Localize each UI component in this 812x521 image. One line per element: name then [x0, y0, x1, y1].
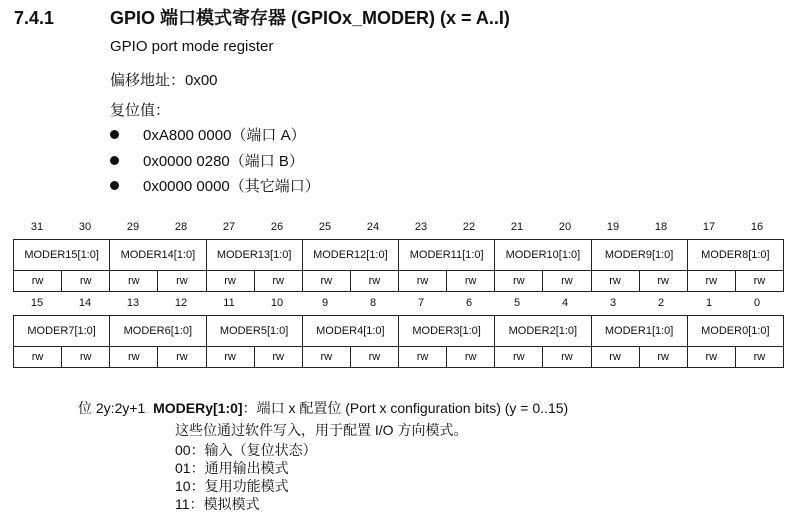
section-title: GPIO 端口模式寄存器 (GPIOx_MODER) (x = A..I): [110, 8, 510, 28]
access-cell: rw: [254, 347, 302, 368]
access-cell: rw: [399, 347, 447, 368]
section-heading: [14, 4, 510, 30]
field-cell: MODER9[1:0]: [591, 240, 687, 271]
bit-number: 23: [414, 221, 428, 233]
reset-value-text: 0xA800 0000（端口 A）: [143, 127, 306, 144]
bit-number: 13: [126, 297, 140, 309]
bit-number: 0: [753, 297, 761, 309]
bullet-icon: [110, 156, 119, 165]
bit-number: 16: [750, 221, 764, 233]
access-row: [14, 347, 784, 368]
access-cell: rw: [735, 347, 783, 368]
field-cell: MODER0[1:0]: [687, 316, 783, 347]
field-cell: MODER7[1:0]: [14, 316, 110, 347]
field-cell: MODER12[1:0]: [302, 240, 398, 271]
access-cell: rw: [254, 271, 302, 292]
access-cell: rw: [62, 347, 110, 368]
bit-number: 20: [558, 221, 572, 233]
field-cell: MODER14[1:0]: [110, 240, 206, 271]
access-cell: rw: [687, 271, 735, 292]
bit-number: 22: [462, 221, 476, 233]
bit-number: 31: [30, 221, 44, 233]
bit-number: 9: [321, 297, 329, 309]
bit-number: 5: [513, 297, 521, 309]
field-cell: MODER5[1:0]: [206, 316, 302, 347]
reset-value-item: [110, 175, 320, 196]
field-row: [14, 240, 784, 271]
bit-numbers-upper: [13, 221, 784, 237]
bullet-icon: [110, 130, 119, 139]
field-summary: ：端口 x 配置位 (Port x configuration bits) (y = 0..15): [242, 400, 569, 416]
access-cell: rw: [639, 271, 687, 292]
field-cell: MODER8[1:0]: [687, 240, 783, 271]
bit-number: 30: [78, 221, 92, 233]
offset-address: 偏移地址：0x00: [110, 72, 218, 89]
access-cell: rw: [543, 271, 591, 292]
access-cell: rw: [591, 347, 639, 368]
mode-item: 10：复用功能模式: [175, 478, 289, 494]
bit-number: 3: [609, 297, 617, 309]
access-cell: rw: [447, 271, 495, 292]
bit-number: 11: [223, 297, 235, 309]
access-cell: rw: [350, 347, 398, 368]
access-cell: rw: [206, 347, 254, 368]
bit-number: 21: [510, 221, 524, 233]
section-number: 7.4.1: [14, 8, 55, 28]
bullet-icon: [110, 181, 119, 190]
bit-number: 1: [705, 297, 713, 309]
access-cell: rw: [350, 271, 398, 292]
access-cell: rw: [495, 271, 543, 292]
bit-number: 7: [417, 297, 425, 309]
access-cell: rw: [14, 271, 62, 292]
reset-value-item: [110, 150, 304, 171]
access-cell: rw: [302, 347, 350, 368]
bit-number: 18: [654, 221, 668, 233]
access-cell: rw: [158, 271, 206, 292]
access-row: [14, 271, 784, 292]
access-cell: rw: [158, 347, 206, 368]
field-description-heading: [78, 398, 568, 418]
bit-number: 25: [318, 221, 332, 233]
field-cell: MODER3[1:0]: [399, 316, 495, 347]
reset-value-item: [110, 124, 306, 145]
bit-numbers-lower: [13, 297, 784, 313]
mode-item: 01：通用输出模式: [175, 460, 289, 476]
access-cell: rw: [543, 347, 591, 368]
access-cell: rw: [495, 347, 543, 368]
bit-number: 26: [270, 221, 284, 233]
access-cell: rw: [399, 271, 447, 292]
field-description-intro: 这些位通过软件写入，用于配置 I/O 方向模式。: [175, 422, 468, 438]
access-cell: rw: [447, 347, 495, 368]
mode-item: 00：输入（复位状态）: [175, 442, 317, 458]
bit-number: 29: [126, 221, 140, 233]
bit-number: 24: [366, 221, 380, 233]
field-row: [14, 316, 784, 347]
access-cell: rw: [110, 271, 158, 292]
access-cell: rw: [110, 347, 158, 368]
bit-number: 8: [369, 297, 377, 309]
bit-number: 10: [270, 297, 284, 309]
field-cell: MODER1[1:0]: [591, 316, 687, 347]
bit-range: 位 2y:2y+1: [78, 400, 146, 416]
bit-number: 15: [30, 297, 44, 309]
access-cell: rw: [206, 271, 254, 292]
access-cell: rw: [591, 271, 639, 292]
access-cell: rw: [14, 347, 62, 368]
bit-number: 2: [657, 297, 665, 309]
field-cell: MODER2[1:0]: [495, 316, 591, 347]
register-subtitle: GPIO port mode register: [110, 38, 274, 55]
bit-number: 27: [222, 221, 236, 233]
access-cell: rw: [302, 271, 350, 292]
bit-number: 14: [78, 297, 92, 309]
register-table-lower: [13, 315, 784, 368]
bit-number: 6: [465, 297, 473, 309]
access-cell: rw: [735, 271, 783, 292]
field-cell: MODER11[1:0]: [399, 240, 495, 271]
bit-number: 19: [606, 221, 620, 233]
access-cell: rw: [687, 347, 735, 368]
register-table-upper: [13, 239, 784, 292]
bit-number: 12: [174, 297, 188, 309]
field-cell: MODER4[1:0]: [302, 316, 398, 347]
field-cell: MODER6[1:0]: [110, 316, 206, 347]
bit-number: 28: [174, 221, 188, 233]
access-cell: rw: [639, 347, 687, 368]
reset-value-text: 0x0000 0280（端口 B）: [143, 153, 304, 170]
bit-number: 17: [702, 221, 716, 233]
mode-item: 11：模拟模式: [175, 496, 260, 512]
field-cell: MODER10[1:0]: [495, 240, 591, 271]
reset-value-text: 0x0000 0000（其它端口）: [143, 178, 320, 195]
bit-number: 4: [561, 297, 569, 309]
field-cell: MODER13[1:0]: [206, 240, 302, 271]
field-cell: MODER15[1:0]: [14, 240, 110, 271]
reset-value-label: 复位值：: [110, 102, 171, 119]
field-name: MODERy[1:0]: [153, 400, 243, 416]
access-cell: rw: [62, 271, 110, 292]
